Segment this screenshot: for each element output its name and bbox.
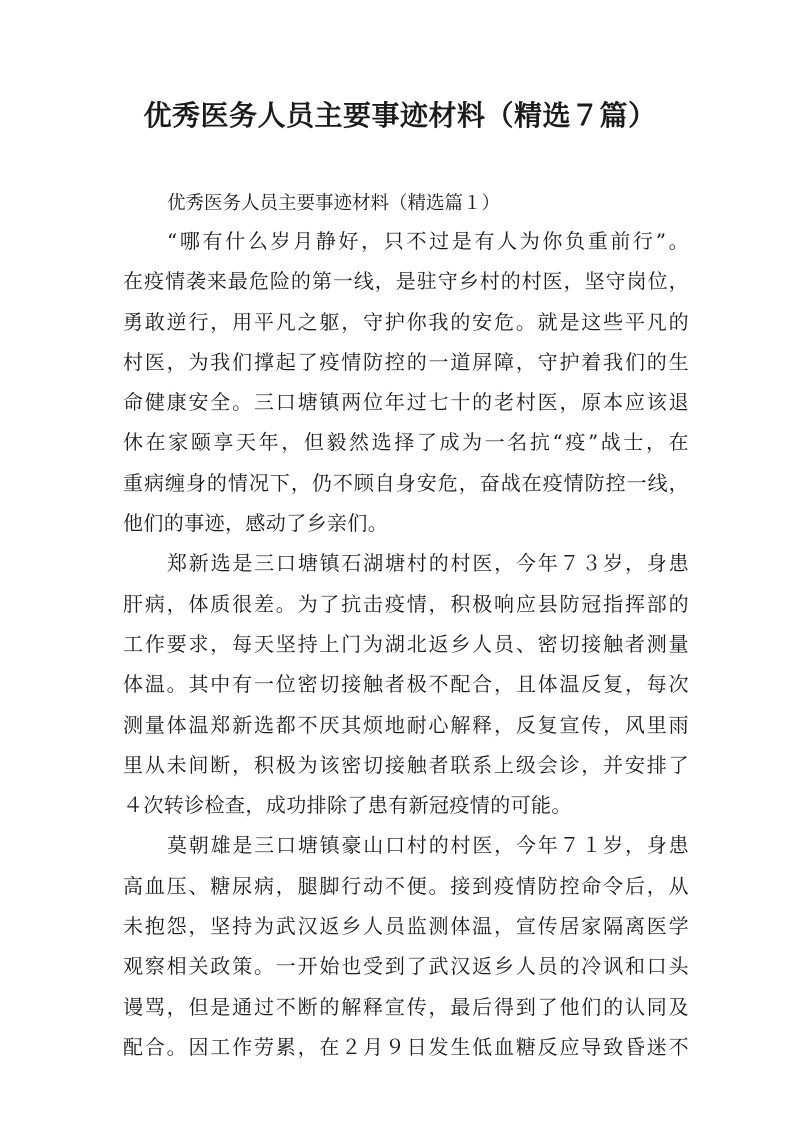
- paragraph-line: 里从未间断，积极为该密切接触者联系上级会诊，并安排了: [123, 752, 689, 777]
- paragraph-line: 在疫情袭来最危险的第一线，是驻守乡村的村医，坚守岗位，: [123, 269, 689, 294]
- paragraph-line: 配合。因工作劳累，在２月９日发生低血糖反应导致昏迷不: [123, 1034, 689, 1059]
- paragraph-line: 命健康安全。三口塘镇两位年过七十的老村医，原本应该退: [123, 390, 689, 415]
- section-heading: 优秀医务人员主要事迹材料（精选篇１）: [167, 193, 501, 214]
- paragraph-line: 体温。其中有一位密切接触者极不配合，且体温反复，每次: [123, 672, 689, 697]
- paragraph-line: 肝病，体质很差。为了抗击疫情，积极响应县防冠指挥部的: [123, 591, 689, 616]
- paragraph-line: “哪有什么岁月静好，只不过是有人为你负重前行”。: [167, 229, 689, 253]
- paragraph-intro: [123, 221, 689, 543]
- paragraph-line: ４次转诊检查，成功排除了患有新冠疫情的可能。: [123, 793, 572, 818]
- paragraph-line: 重病缠身的情况下，仍不顾自身安危，奋战在疫情防控一线，: [123, 470, 689, 495]
- document-body: [123, 186, 689, 1067]
- paragraph-mo-chaoxiong: [123, 825, 689, 1067]
- paragraph-line: 村医，为我们撑起了疫情防控的一道屏障，守护着我们的生: [123, 349, 689, 374]
- paragraph-line: 未抱怨，坚持为武汉返乡人员监测体温，宣传居家隔离医学: [123, 914, 689, 939]
- paragraph-line: 莫朝雄是三口塘镇豪山口村的村医，今年７１岁，身患: [167, 833, 689, 858]
- paragraph-line: 工作要求，每天坚持上门为湖北返乡人员、密切接触者测量: [123, 631, 689, 656]
- paragraph-line: 勇敢逆行，用平凡之躯，守护你我的安危。就是这些平凡的: [123, 309, 689, 334]
- paragraph-zheng-xinxuan: [123, 543, 689, 825]
- document-title: 优秀医务人员主要事迹材料（精选７篇）: [143, 99, 657, 132]
- paragraph-line: 高血压、糖尿病，腿脚行动不便。接到疫情防控命令后，从: [123, 873, 689, 898]
- paragraph-line: 休在家颐享天年，但毅然选择了成为一名抗“疫”战士，在: [123, 430, 689, 455]
- paragraph-line: 郑新选是三口塘镇石湖塘村的村医，今年７３岁，身患: [167, 551, 689, 576]
- paragraph-line: 测量体温郑新选都不厌其烦地耐心解释，反复宣传，风里雨: [123, 712, 689, 737]
- paragraph-line: 观察相关政策。一开始也受到了武汉返乡人员的冷讽和口头: [123, 954, 689, 979]
- paragraph-line: 谩骂，但是通过不断的解释宣传，最后得到了他们的认同及: [123, 994, 689, 1019]
- paragraph-line: 他们的事迹，感动了乡亲们。: [123, 511, 389, 536]
